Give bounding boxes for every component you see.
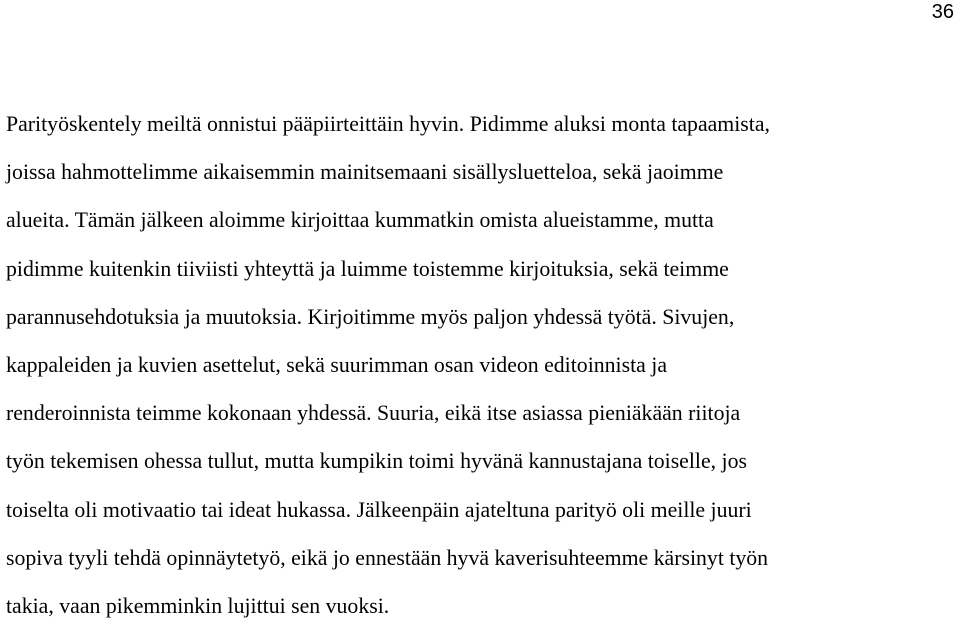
body-paragraph (6, 100, 956, 630)
paragraph-line: renderoinnista teimme kokonaan yhdessä. Suuria, eikä itse asiassa pieniäkään riitoja (6, 401, 741, 426)
page-number: 36 (931, 1, 954, 23)
paragraph-line: joissa hahmottelimme aikaisemmin mainitsemaani sisällysluetteloa, sekä jaoimme (6, 160, 724, 185)
paragraph-line: työn tekemisen ohessa tullut, mutta kumpikin toimi hyvänä kannustajana toiselle, jos (6, 449, 747, 474)
paragraph-line: alueita. Tämän jälkeen aloimme kirjoittaa kummatkin omista alueistamme, mutta (6, 208, 714, 233)
paragraph-line: kappaleiden ja kuvien asettelut, sekä suurimman osan videon editoinnista ja (6, 353, 667, 378)
paragraph-line: toiselta oli motivaatio tai ideat hukassa. Jälkeenpäin ajateltuna parityö oli meille juuri (6, 497, 752, 522)
paragraph-line: parannusehdotuksia ja muutoksia. Kirjoitimme myös paljon yhdessä työtä. Sivujen, (6, 304, 735, 329)
paragraph-line: Parityöskentely meiltä onnistui pääpiirteittäin hyvin. Pidimme aluksi monta tapaamista, (6, 112, 770, 136)
paragraph-line: takia, vaan pikemminkin lujittui sen vuoksi. (6, 594, 390, 619)
paragraph-line: sopiva tyyli tehdä opinnäytetyö, eikä jo ennestään hyvä kaverisuhteemme kärsinyt työn (6, 545, 769, 570)
paragraph-line: pidimme kuitenkin tiiviisti yhteyttä ja luimme toistemme kirjoituksia, sekä teimme (6, 256, 729, 281)
